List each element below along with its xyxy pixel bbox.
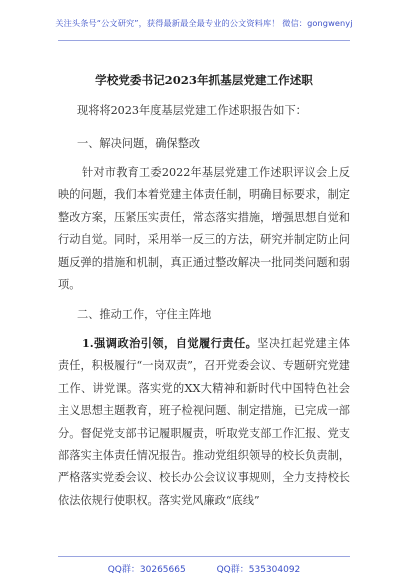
section1-paragraph [58,162,350,296]
item1-text: 坚决扛起党建主体责任，积极履行“一岗双责”，召开党委会议、专题研究党建工作、讲党课。落实党的XX大精神和新时代中国特色社会主义思想主题教育，班子检视问题、制定措施，已完成一部分。督促党支部书记履职履责，听取党支部工作汇报、党支部落实主体责任情况报告。推动党组织领导的校长负责制，严格落实党委会议、校长办公会议议事规则，全力支持校长依法依规行使职权。落实党风廉政“底线” [58,337,350,507]
section1-heading: 一、解决问题，确保整改 [77,137,201,150]
item1-paragraph [58,332,350,512]
item1-lead: 1.强调政治引领，自觉履行责任。 [82,336,258,350]
document-title: 学校党委书记2023年抓基层党建工作述职 [95,73,313,87]
footer-qq-group-2: QQ群：535304092 [216,565,301,575]
section1-paragraph-text: 针对市教育工委2022年基层党建工作述职评议会上反映的问题，我们本着党建主体责任制，明确目标要求，制定整改方案，压紧压实责任，常态落实措施，增强思想自觉和行动自觉。同时，采用举一反三的方法，研究并制定防止问题反弹的措施和机制，真正通过整改解决一批同类问题和弱项。 [58,166,350,292]
footer-qq-group-1: QQ群：30265665 [107,565,186,575]
section2-heading: 二、推动工作，守住主阵地 [77,308,212,321]
footer [0,562,408,575]
header-banner: 关注头条号“公文研究”，获得最新最全最专业的公文资料库！ 微信：gongwenyj [55,18,353,28]
item1-paragraph-text [58,332,350,512]
header-divider [58,40,350,41]
footer-divider [58,556,350,557]
intro-line: 现将将2023年度基层党建工作述职报告如下： [77,104,307,117]
